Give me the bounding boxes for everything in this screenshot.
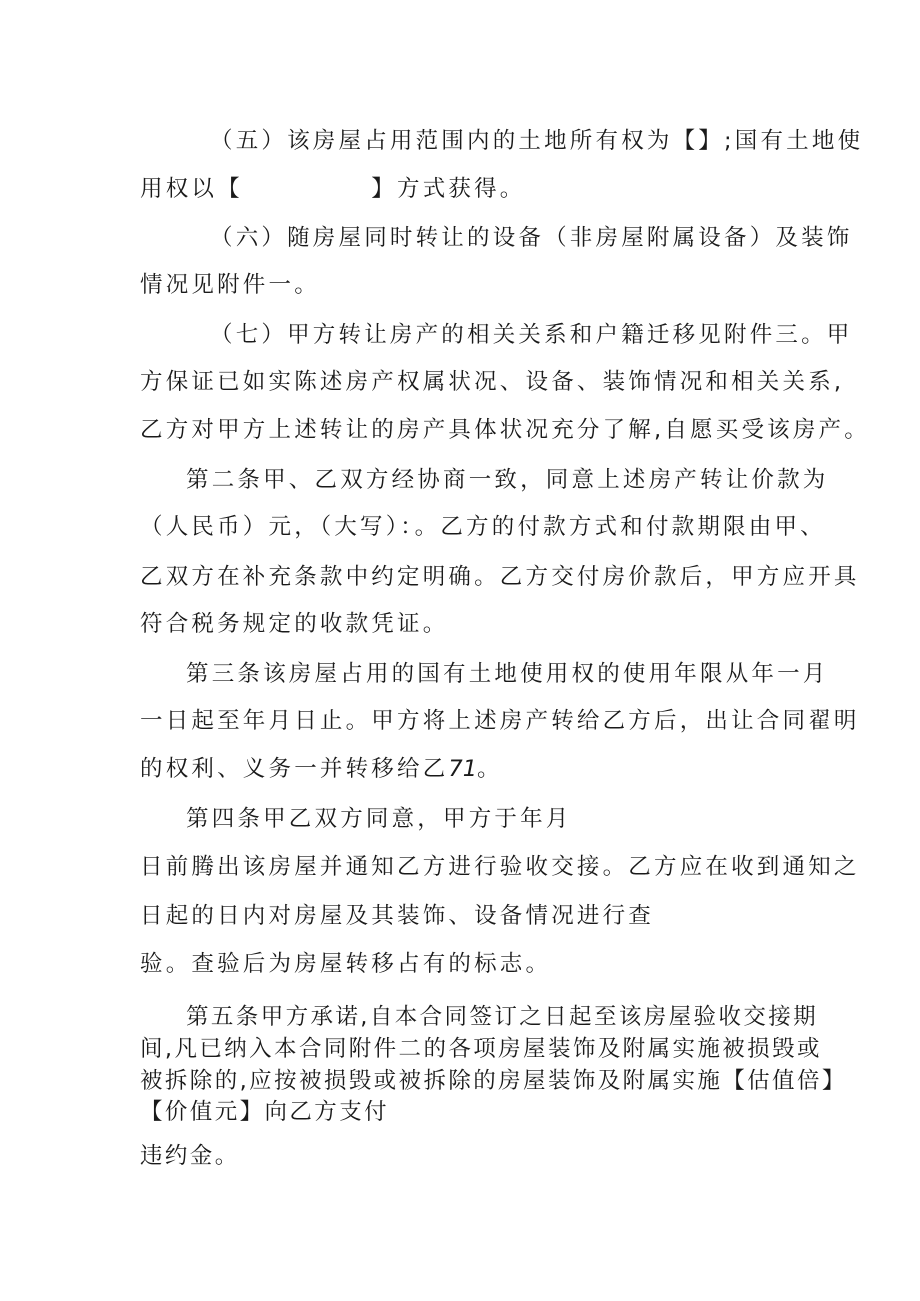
- article-2-line-2: （人民币）元，（大写）：。乙方的付款方式和付款期限由甲、: [140, 514, 826, 540]
- article-5-line-5: 违约金。: [140, 1143, 240, 1169]
- article-2-line-1: 第二条甲、乙双方经协商一致，同意上述房产转让价款为: [186, 467, 829, 493]
- article-2-line-3: 乙双方在补充条款中约定明确。乙方交付房价款后，甲方应开具: [140, 564, 860, 590]
- clause-5-line-2: 用权以【 】方式获得。: [140, 176, 526, 202]
- article-3-line-3-end: 。: [477, 756, 503, 782]
- clause-7-line-2: 方保证已如实陈述房产权属状况、设备、装饰情况和相关关系,: [140, 369, 845, 395]
- article-4-line-4: 验。查验后为房屋转移占有的标志。: [140, 951, 552, 977]
- article-2-line-4: 符合税务规定的收款凭证。: [140, 611, 449, 637]
- article-5-line-1: 第五条甲方承诺,自本合同签订之日起至该房屋验收交接期: [186, 1004, 819, 1030]
- clause-7-line-3: 乙方对甲方上述转让的房产具体状况充分了解,自愿买受该房产。: [140, 417, 870, 443]
- clause-5-line-1: （五）该房屋占用范围内的土地所有权为【】;国有土地使: [210, 128, 864, 154]
- article-3-line-3-text: 的权利、义务一并转移给乙: [140, 756, 449, 782]
- clause-6-line-1: （六）随房屋同时转让的设备（非房屋附属设备）及装饰: [210, 225, 853, 251]
- article-5-line-2: 间,凡已纳入本合同附件二的各项房屋装饰及附属实施被损毁或: [140, 1036, 822, 1062]
- clause-7-line-1: （七）甲方转让房产的相关关系和户籍迁移见附件三。甲: [210, 322, 853, 348]
- article-3-line-1: 第三条该房屋占用的国有土地使用权的使用年限从年一月: [186, 661, 829, 687]
- article-3-line-2: 一日起至年月日止。甲方将上述房产转给乙方后，出让合同翟明: [140, 708, 860, 734]
- article-5-line-4: 【价值元】向乙方支付: [140, 1099, 390, 1125]
- clause-6-line-2: 情况见附件一。: [140, 272, 320, 298]
- article-4-line-3: 日起的日内对房屋及其装饰、设备情况进行查: [140, 903, 655, 929]
- article-5-line-3: 被拆除的,应按被损毁或被拆除的房屋装饰及附属实施【估值倍】: [140, 1068, 847, 1094]
- article-3-line-3: [140, 754, 503, 784]
- article-4-line-1: 第四条甲乙双方同意，甲方于年月: [186, 806, 572, 832]
- article-4-line-2: 日前腾出该房屋并通知乙方进行验收交接。乙方应在收到通知之: [140, 854, 860, 880]
- article-3-line-3-number: 71: [448, 756, 478, 782]
